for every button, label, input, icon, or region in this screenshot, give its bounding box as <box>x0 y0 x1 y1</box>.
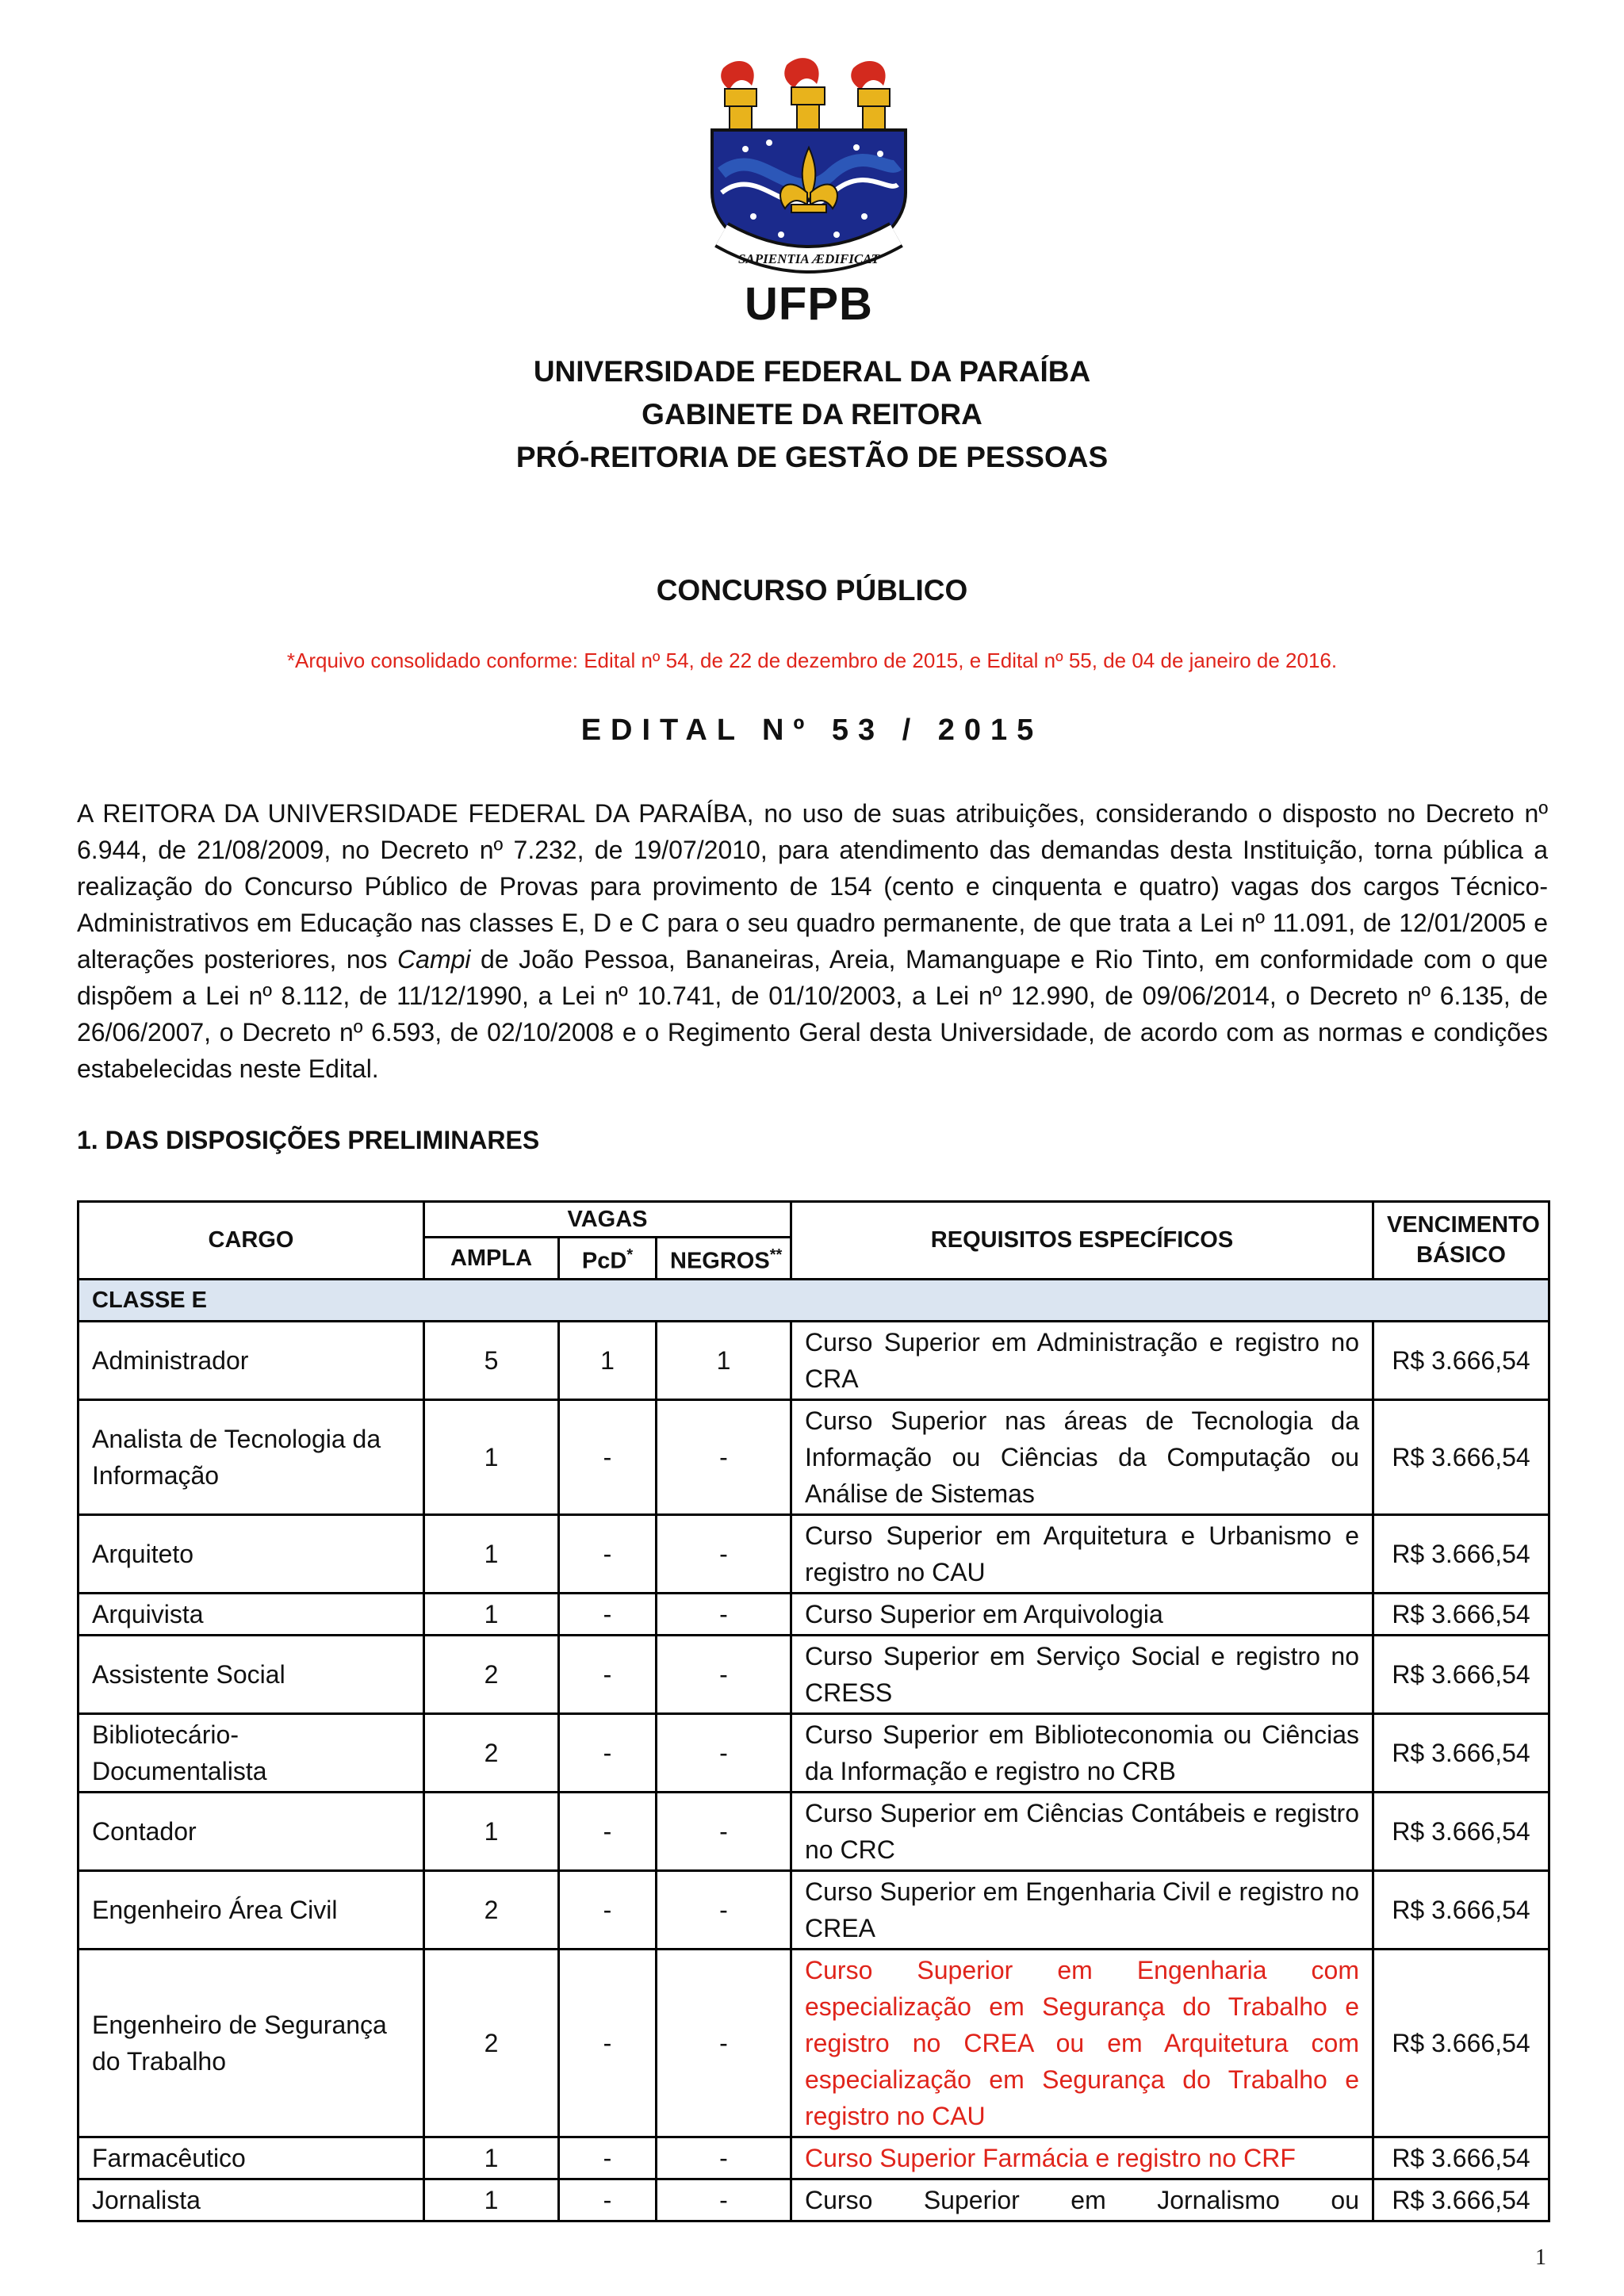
table-row: Contador 1 - - Curso Superior em Ciências Contábeis e registro no CRC R$ 3.666,54 <box>79 1792 1549 1870</box>
header-ampla: AMPLA <box>424 1238 559 1280</box>
university-name: UNIVERSIDADE FEDERAL DA PARAÍBA <box>533 355 1091 388</box>
department-name: PRÓ-REITORIA DE GESTÃO DE PESSOAS <box>515 441 1109 473</box>
ufpb-crest-icon <box>690 54 928 284</box>
header-cargo: CARGO <box>79 1202 424 1280</box>
office-name: GABINETE DA REITORA <box>642 398 982 430</box>
header-requisitos: REQUISITOS ESPECÍFICOS <box>791 1202 1373 1280</box>
table-row: Bibliotecário-Documentalista 2 - - Curso Superior em Biblioteconomia ou Ciências da Informação e registro no CRB R$ 3.666,54 <box>79 1713 1549 1792</box>
class-label: CLASSE E <box>79 1279 1549 1321</box>
table-row: Arquivista 1 - - Curso Superior em Arquivologia R$ 3.666,54 <box>79 1593 1549 1635</box>
table-row: Engenheiro Área Civil 2 - - Curso Superior em Engenharia Civil e registro no CREA R$ 3.666,54 <box>79 1870 1549 1949</box>
header-negros: NEGROS** <box>657 1238 791 1280</box>
torch-left-icon <box>721 61 756 130</box>
page-title: CONCURSO PÚBLICO <box>656 574 968 607</box>
page-number: 1 <box>1535 2245 1546 2270</box>
edital-number: EDITAL Nº 53 / 2015 <box>580 714 1044 747</box>
motto-text: SAPIENTIA ÆDIFICAT <box>737 251 880 266</box>
table-row: Farmacêutico 1 - - Curso Superior Farmácia e registro no CRF R$ 3.666,54 <box>79 2137 1549 2179</box>
logo-acronym: UFPB <box>745 278 873 330</box>
header-vagas: VAGAS <box>424 1202 791 1238</box>
section-title: 1. DAS DISPOSIÇÕES PRELIMINARES <box>77 1126 540 1154</box>
intro-italic: Campi <box>397 945 471 974</box>
ufpb-logo <box>690 54 928 330</box>
intro-paragraph: A REITORA DA UNIVERSIDADE FEDERAL DA PARAÍBA, no uso de suas atribuições, considerando o disposto no Decreto nº 6.944, de 21/08/2009, no Decreto nº 7.232, de 19/07/2010, para atendimento das demandas desta Instituição, torna pública a realização do Concurso Público de Provas para provimento de 154 (cento e cinquenta e quatro) vagas dos cargos Técnico-Administrativos em Educação nas classes E, D e C para o seu quadro permanente, de que trata a Lei nº 11.091, de 12/01/2005 e alterações posteriores, nos Campi de João Pessoa, Bananeiras, Areia, Mamanguape e Rio Tinto, em conformidade com o que dispõem a Lei nº 8.112, de 11/12/1990, a Lei nº 10.741, de 01/10/2003, a Lei nº 12.990, de 09/06/2014, o Decreto nº 6.135, de 26/06/2007, o Decreto nº 6.593, de 02/10/2008 e o Regimento Geral desta Universidade, de acordo com as normas e condições estabelecidas neste Edital. <box>77 799 1549 1083</box>
positions-table <box>77 1200 1550 2222</box>
table-row: Analista de Tecnologia da Informação 1 - - Curso Superior nas áreas de Tecnologia da Informação ou Ciências da Computação ou Análise de Sistemas R$ 3.666,54 <box>79 1399 1549 1514</box>
header-pcd: PcD* <box>559 1238 657 1280</box>
consolidation-note: *Arquivo consolidado conforme: Edital nº 54, de 22 de dezembro de 2015, e Edital nº 55, de 04 de janeiro de 2016. <box>286 649 1338 672</box>
table-row: Jornalista 1 - - Curso Superior em Jornalismo ou R$ 3.666,54 <box>79 2179 1549 2221</box>
table-row: Assistente Social 2 - - Curso Superior em Serviço Social e registro no CRESS R$ 3.666,54 <box>79 1635 1549 1713</box>
header-vencimento: VENCIMENTO BÁSICO <box>1373 1202 1549 1280</box>
torch-center-icon <box>784 58 825 130</box>
torch-right-icon <box>851 61 890 130</box>
table-row: Arquiteto 1 - - Curso Superior em Arquitetura e Urbanismo e registro no CAU R$ 3.666,54 <box>79 1514 1549 1593</box>
table-row: Engenheiro de Segurança do Trabalho 2 - - Curso Superior em Engenharia com especialização em Segurança do Trabalho e registro no CREA ou em Arquitetura com especialização em Segurança do Trabalho e registro no CAU R$ 3.666,54 <box>79 1949 1549 2137</box>
table-row: Administrador 5 1 1 Curso Superior em Administração e registro no CRA R$ 3.666,54 <box>79 1321 1549 1399</box>
